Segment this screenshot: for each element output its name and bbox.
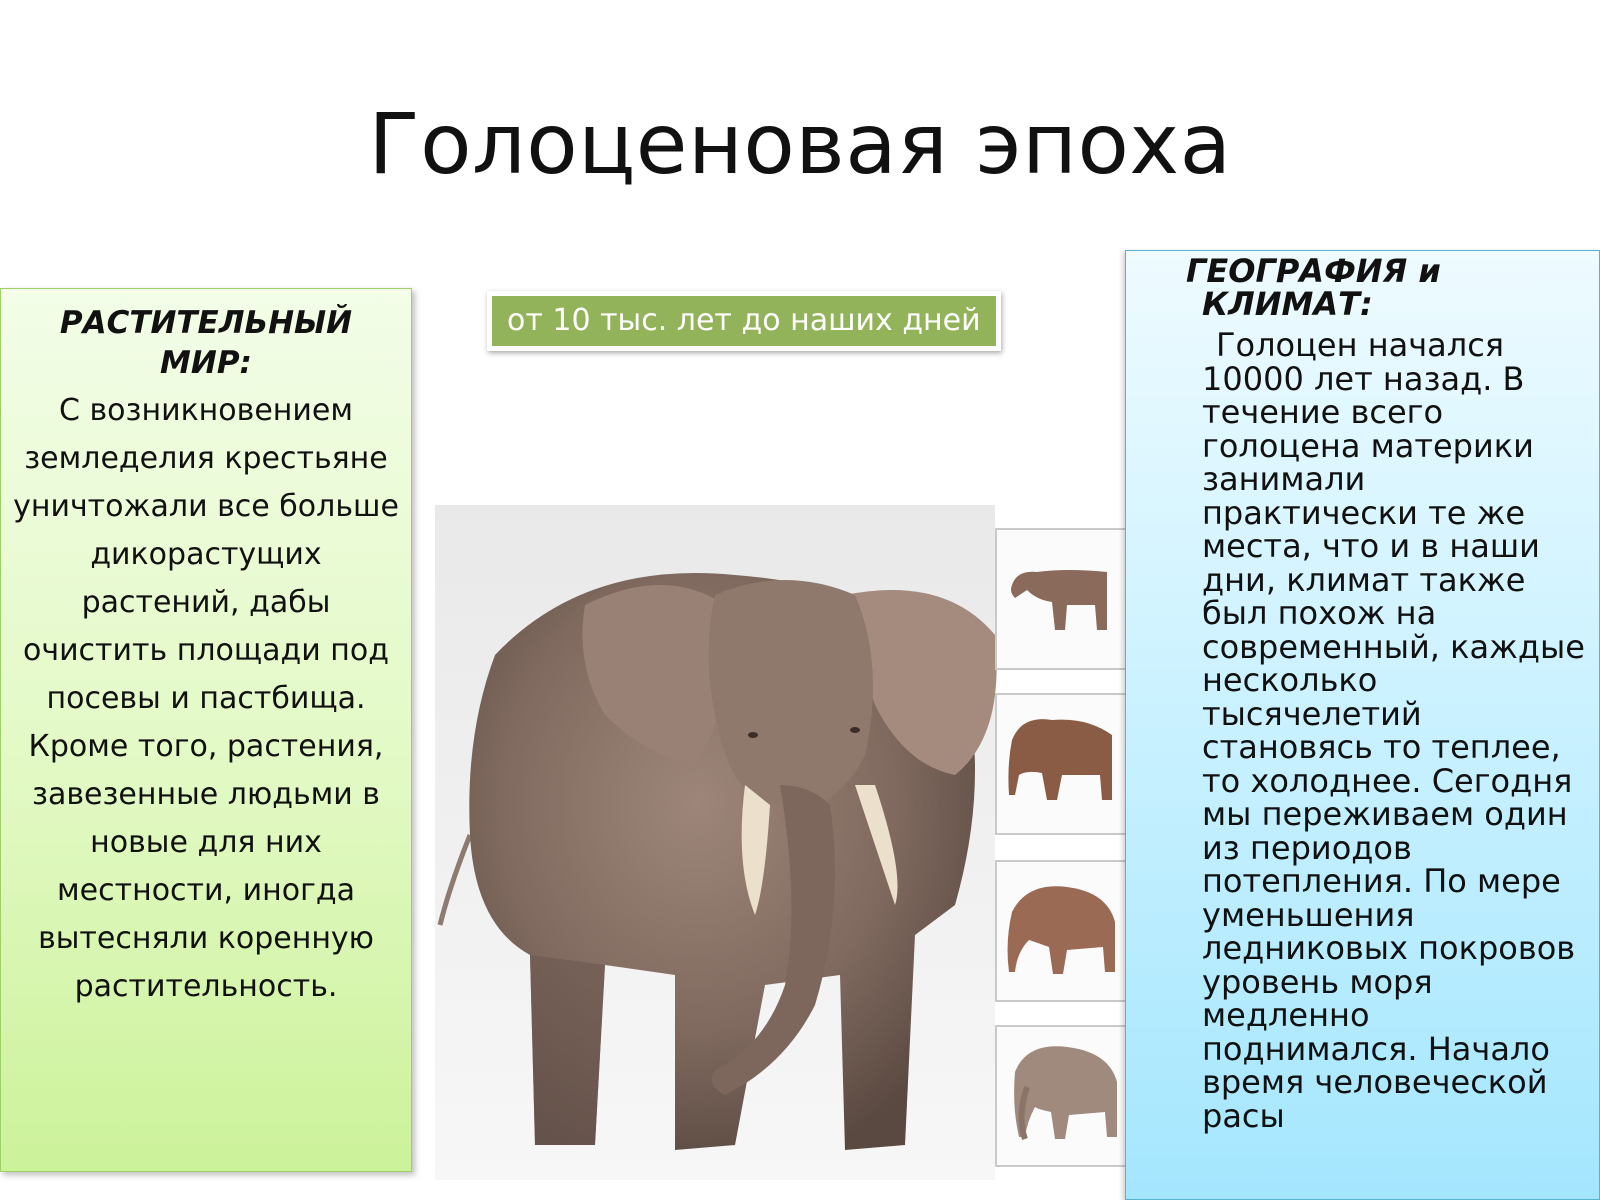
era-label: от 10 тыс. лет до наших дней (487, 291, 1001, 351)
geography-heading: ГЕОГРАФИЯ и КЛИМАТ: (1186, 252, 1441, 323)
evolution-thumb-3 (995, 860, 1134, 1002)
evolution-thumb-4 (995, 1025, 1134, 1167)
evolution-thumb-2 (995, 693, 1134, 835)
vegetation-text: С возникновением земледелия крестьяне уничтожали все больше дикорастущих растений, дабы очистить площади под посевы и пастбища. Кроме того, растения, завезенные людьми в новые для них местности, иногда вытесняли коренную растительность. (13, 393, 399, 1004)
geography-text: Голоцен начался 10000 лет назад. В течение всего голоцена материки занимали практически те же места, что и в наши дни, климат также был похож на современный, каждые несколько тысячелетий становясь то теплее, то холоднее. Сегодня мы переживаем один из периодов потепления. По мере уменьшения ледниковых покровов уровень моря медленно поднимался. Начало время человеческой расы (1202, 326, 1585, 1135)
early-proboscidean-icon (997, 530, 1132, 668)
slide-title: Голоценовая эпоха (368, 95, 1232, 193)
vegetation-heading: РАСТИТЕЛЬНЫЙ МИР: (59, 305, 353, 381)
evolution-thumb-1 (995, 528, 1134, 670)
geography-climate-panel (1125, 250, 1600, 1200)
mammoth-ancestor-icon (997, 695, 1132, 833)
modern-elephant-icon (997, 1027, 1132, 1165)
mastodon-icon (997, 862, 1132, 1000)
vegetation-panel (0, 288, 412, 1172)
